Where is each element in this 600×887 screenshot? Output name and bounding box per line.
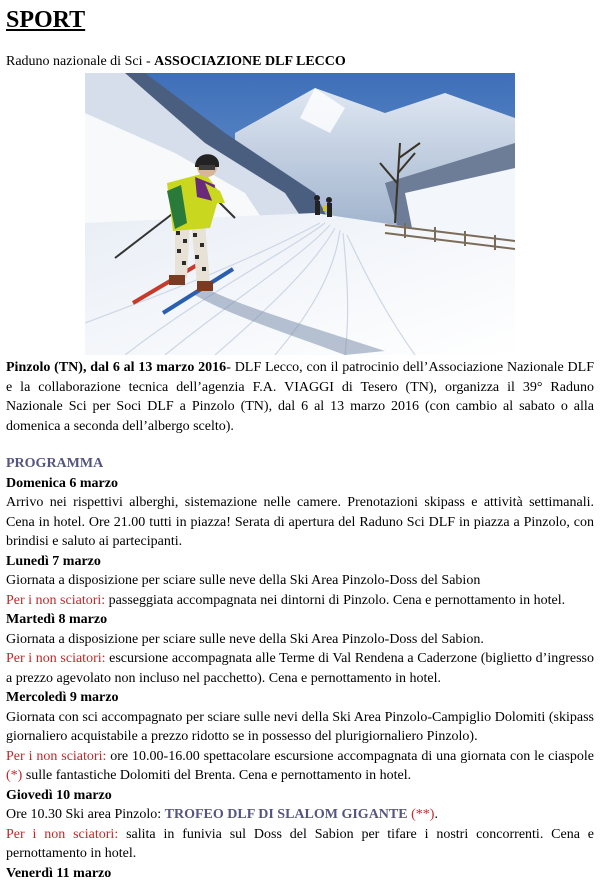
day-8-non-sciatori: [6, 649, 594, 688]
day-10-non-sciatori: [6, 825, 594, 864]
non-sciatori-label: Per i non sciatori:: [6, 592, 106, 608]
day-9-non-sciatori-text-b: sulle fantastiche Dolomiti del Brenta. Cena e pernottamento in hotel.: [22, 768, 412, 783]
day-9-non-sciatori-text-a: ore 10.00-16.00 spettacolare escursione accompagnata di una giornata con le ciaspole: [106, 748, 594, 764]
programma-heading: PROGRAMMA: [6, 456, 104, 471]
non-sciatori-label: Per i non sciatori:: [6, 748, 107, 764]
subtitle: [6, 54, 346, 70]
day-9-text: Giornata con sci accompagnato per sciare sulle nevi della Ski Area Pinzolo-Campiglio Dolomiti (skipass giornaliero acquistabile a prezzo ridotto se in possesso del plurigiornaliero Pinzolo).: [6, 709, 594, 744]
subtitle-prefix: Raduno nazionale di Sci -: [6, 54, 155, 69]
day-heading-9: Mercoledì 9 marzo: [6, 690, 119, 705]
day-10-text-a: Ore 10.30 Ski area Pinzolo:: [6, 807, 165, 822]
non-sciatori-label: Per i non sciatori:: [6, 826, 119, 842]
day-heading-8: Martedì 8 marzo: [6, 612, 108, 627]
intro-location-dates: Pinzolo (TN), dal 6 al 13 marzo 2016: [6, 360, 227, 375]
non-sciatori-label: Per i non sciatori:: [6, 651, 106, 666]
article-body: [6, 358, 594, 883]
trofeo-slalom: TROFEO DLF DI SLALOM GIGANTE: [164, 807, 408, 822]
footnote-mark-double: (**): [411, 807, 435, 822]
day-7-non-sciatori: [6, 591, 594, 611]
intro-text: - DLF Lecco, con il patrocinio dell’Associazione Nazionale DLF e la collaborazione tecnica dell’agenzia F.A. VIAGGI di Tesero (TN), organizza il 39° Raduno Nazionale Sci per Soci DLF a Pinzolo (TN), dal 6 al 13 marzo 2016 (con cambio al sabato o alla domenica a seconda dell’albergo scelto).: [6, 360, 595, 434]
day-10-non-sciatori-text: salita in funivia sul Doss del Sabion per tifare i nostri concorrenti. Cena e pernottamento in hotel.: [6, 826, 594, 861]
day-7-text: Giornata a disposizione per sciare sulle neve della Ski Area Pinzolo-Doss del Sabion: [6, 573, 481, 588]
ski-photo: [85, 73, 515, 355]
day-8-non-sciatori-text: escursione accompagnata alle Terme di Val Rendena a Caderzone (biglietto d’ingresso a prezzo agevolato non incluso nel pacchetto). Cena e pernottamento in hotel.: [6, 651, 594, 686]
day-10-text: [6, 805, 594, 825]
day-6-text: Arrivo nei rispettivi alberghi, sistemazione nelle camere. Prenotazioni skipass e attività settimanali. Cena in hotel. Ore 21.00 tutti in piazza! Serata di apertura del Raduno Sci DLF in piazza a Pinzolo, con brindisi e saluto ai partecipanti.: [6, 495, 594, 549]
day-9-non-sciatori: [6, 747, 594, 786]
day-heading-6: Domenica 6 marzo: [6, 475, 118, 491]
footnote-mark-single: (*): [6, 768, 23, 783]
day-heading-10: Giovedì 10 marzo: [6, 787, 112, 803]
day-8-text: Giornata a disposizione per sciare sulle neve della Ski Area Pinzolo-Doss del Sabion.: [6, 631, 484, 647]
day-7-non-sciatori-text: passeggiata accompagnata nei dintorni di Pinzolo. Cena e pernottamento in hotel.: [105, 592, 566, 608]
day-heading-11: Venerdì 11 marzo: [6, 865, 112, 881]
intro-paragraph: [6, 358, 594, 436]
day-10-text-b: .: [434, 807, 438, 822]
day-heading-7: Lunedì 7 marzo: [6, 553, 101, 569]
page-title: SPORT: [6, 7, 86, 33]
subtitle-association: ASSOCIAZIONE DLF LECCO: [154, 54, 346, 69]
skier-photo-illustration: [85, 73, 515, 355]
